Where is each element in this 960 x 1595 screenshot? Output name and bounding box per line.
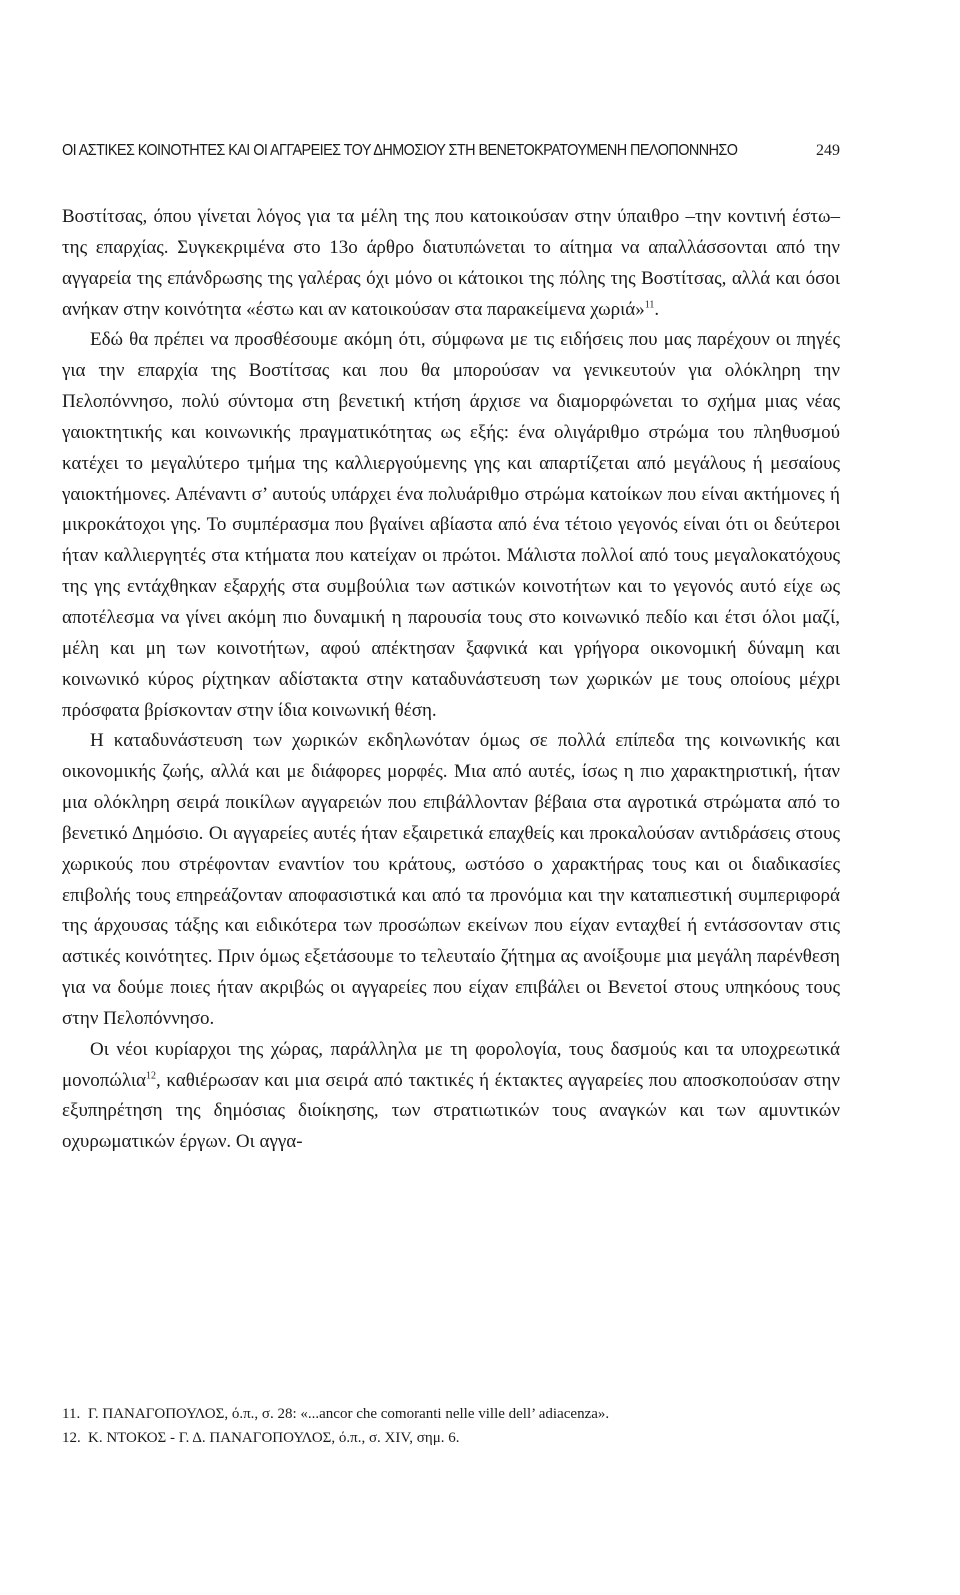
paragraph-text-tail: . [654, 298, 660, 320]
footnote-reference[interactable]: 11 [644, 299, 655, 311]
book-page [62, 0, 840, 1595]
paragraph [62, 726, 840, 1034]
footnote [62, 1426, 840, 1450]
footnote-reference[interactable]: 12 [145, 1070, 156, 1082]
paragraph-text-tail: , καθιέρωσαν και μια σειρά από τακτικές ή έκτακτες αγγαρείες που αποσκοπούσαν στην εξυπηρέτηση της δημόσιας διοίκησης, των στρατιωτικών τους αναγκών και των αμυντικών οχυρωματικών έργων. Οι αγγα- [62, 1069, 840, 1153]
paragraph [62, 202, 840, 325]
footnote-text: Κ. ΝΤΟΚΟΣ - Γ. Δ. ΠΑΝΑΓΟΠΟΥΛΟΣ, ό.π., σ. XIV, σημ. 6. [88, 1430, 460, 1446]
paragraph [62, 325, 840, 726]
footnote [62, 1402, 840, 1426]
running-header-title: ΟΙ ΑΣΤΙΚΕΣ ΚΟΙΝΟΤΗΤΕΣ ΚΑΙ ΟΙ ΑΓΓΑΡΕΙΕΣ ΤΟΥ ΔΗΜΟΣΙΟΥ ΣΤΗ ΒΕΝΕΤΟΚΡΑΤΟΥΜΕΝΗ ΠΕΛΟΠΟΝΝΗΣΟ [62, 142, 738, 159]
paragraph-text: Η καταδυνάστευση των χωρικών εκδηλωνόταν όμως σε πολλά επίπεδα της κοινωνικής και οικονομικής ζωής, αλλά και με διάφορες μορφές. Μια από αυτές, ίσως η πιο χαρακτηριστική, ήταν μια ολόκληρη σειρά ποικίλων αγγαρειών που επιβάλλονταν βέβαια στα αγροτικά στρώματα από το βενετικό Δημόσιο. Οι αγγαρείες αυτές ήταν εξαιρετικά επαχθείς και προκαλούσαν αντιδράσεις στους χωρικούς που στρέφονταν εναντίον του κράτους, ωστόσο ο χαρακτήρας τους και οι διαδικασίες επιβολής τους επηρεάζονταν αποφασιστικά και από τα προνόμια και την καταπιεστική συμπεριφορά της άρχουσας τάξης και ειδικότερα των προσώπων εκείνων που είχαν ενταχθεί ή εντάσσονταν στις αστικές κοινότητες. Πριν όμως εξετάσουμε το τελευταίο ζήτημα ας ανοίξουμε μια μεγάλη παρένθεση για να δούμε ποιες ήταν ακριβώς οι αγγαρείες που είχαν επιβάλει οι Βενετοί στους υπηκόους τους στην Πελοπόννησο. [62, 730, 840, 1029]
running-header [62, 142, 840, 160]
paragraph-text: Εδώ θα πρέπει να προσθέσουμε ακόμη ότι, σύμφωνα με τις ειδήσεις που μας παρέχουν οι πηγές για την επαρχία της Βοστίτσας και που θα μπορούσαν να γενικευτούν για ολόκληρη την Πελοπόννησο, πολύ σύντομα στη βενετική κτήση άρχισε να διαμορφώνεται το σχήμα μιας νέας γαιοκτητικής και κοινωνικής πραγματικότητας ως εξής: ένα ολιγάριθμο στρώμα του πληθυσμού κατέχει το μεγαλύτερο τμήμα της καλλιεργούμενης γης και απαρτίζεται από μεγάλους ή μεσαίους γαιοκτήμονες. Απέναντι σ’ αυτούς υπάρχει ένα πολυάριθμο στρώμα κατοίκων που είναι ακτήμονες ή μικροκάτοχοι γης. Το συμπέρασμα που βγαίνει αβίαστα από ένα τέτοιο γεγονός είναι ότι οι δεύτεροι ήταν καλλιεργητές στα κτήματα που κατείχαν οι πρώτοι. Μάλιστα πολλοί από τους μεγαλοκατόχους της γης εντάχθηκαν εξαρχής στα συμβούλια των αστικών κοινοτήτων και το γεγονός αυτό είχε ως αποτέλεσμα να γίνει ακόμη πιο δυναμική η παρουσία τους στο κοινωνικό πεδίο και έτσι όλοι μαζί, μέλη και μη των κοινοτήτων, αφού απέκτησαν ξαφνικά και γρήγορα οικονομική δύναμη και κοινωνικό κύρος ρίχτηκαν αδίστακτα στην καταδυνάστευση των χωρικών με τους οποίους μέχρι πρόσφατα βρίσκονταν στην ίδια κοινωνική θέση. [62, 329, 840, 721]
body-text [62, 202, 840, 1158]
paragraph-text: Βοστίτσας, όπου γίνεται λόγος για τα μέλη της που κατοικούσαν στην ύπαιθρο –την κοντινή έστω– της επαρχίας. Συγκεκριμένα στο 13ο άρθρο διατυπώνεται το αίτημα να απαλλάσσονται από την αγγαρεία της επάνδρωσης της γαλέρας όχι μόνο οι κάτοικοι της πόλης της Βοστίτσας, αλλά και όσοι ανήκαν στην κοινότητα «έστω και αν κατοικούσαν στα παρακείμενα χωριά» [62, 206, 840, 320]
paragraph-text: Οι νέοι κυρίαρχοι της χώρας, παράλληλα με τη φορολογία, τους δασμούς και τα υποχρεωτικά μονοπώλια [62, 1038, 840, 1091]
footnote-number: 11. [62, 1406, 81, 1422]
paragraph [62, 1035, 840, 1158]
footnote-text: Γ. ΠΑΝΑΓΟΠΟΥΛΟΣ, ό.π., σ. 28: «...ancor che comoranti nelle ville dell’ adiacenza». [88, 1406, 610, 1422]
page-number: 249 [816, 142, 840, 159]
footnotes [62, 1402, 840, 1450]
footnote-number: 12. [62, 1430, 81, 1446]
